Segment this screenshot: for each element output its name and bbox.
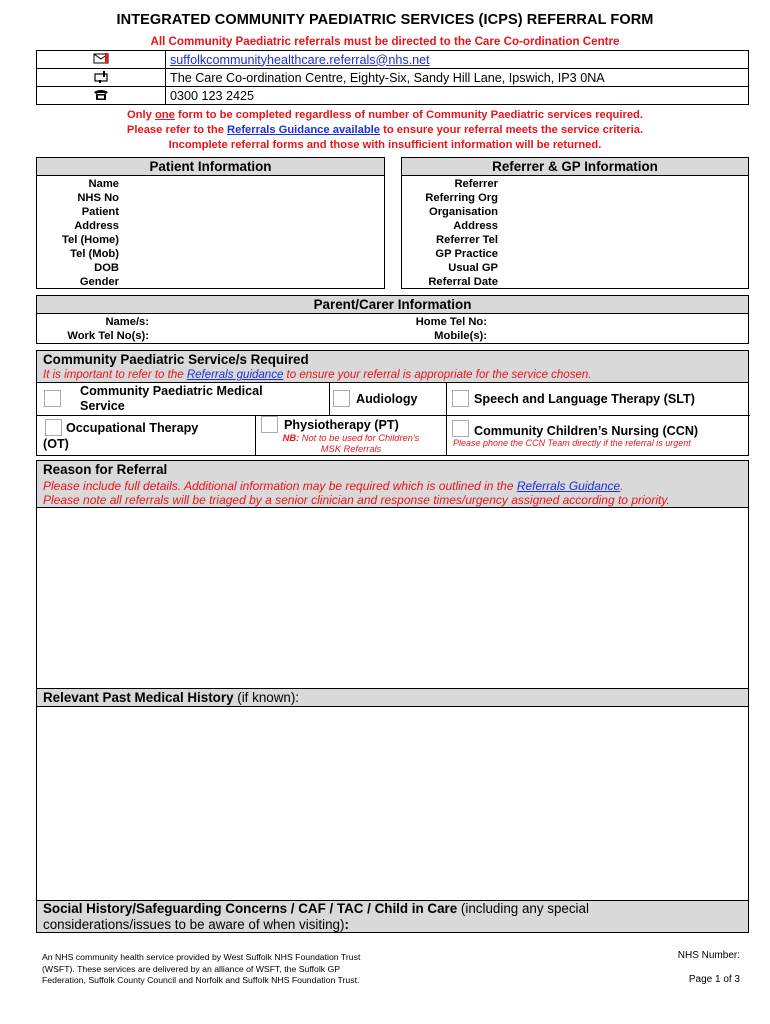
patient-field-label: NHS No: [77, 192, 119, 204]
audiology-checkbox[interactable]: [333, 390, 350, 407]
parent-mobile-label: Mobile(s):: [434, 330, 487, 342]
footer-page-number: Page 1 of 3: [688, 974, 740, 985]
services-row-1: [37, 383, 750, 416]
ccn-note: Please phone the CCN Team directly if the referral is urgent: [453, 438, 691, 448]
reason-note-1: Please include full details. Additional information may be required which is outlined in the Referrals Guidance.: [43, 479, 624, 493]
email-icon: [37, 51, 166, 69]
physio-checkbox[interactable]: [261, 416, 278, 433]
patient-field-label: Name: [88, 178, 119, 190]
referrer-field-label: Referral Date: [428, 276, 498, 288]
reason-guidance-link[interactable]: Referrals Guidance: [516, 479, 621, 493]
slt-label: Speech and Language Therapy (SLT): [474, 392, 695, 406]
referrer-gp-header: Referrer & GP Information: [402, 158, 748, 176]
physio-nb-note: NB: Not to be used for Children's MSK Referrals: [282, 433, 420, 454]
patient-field-label: DOB: [94, 262, 119, 274]
notice-block: [0, 108, 770, 153]
patient-field-label: Patient: [81, 206, 119, 218]
address-text: The Care Co-ordination Centre, Eighty-Six, Sandy Hill Lane, Ipswich, IP3 0NA: [170, 70, 605, 85]
referrer-labels: [402, 177, 498, 289]
medical-service-checkbox[interactable]: [44, 390, 61, 407]
reason-text-area[interactable]: [37, 508, 748, 688]
telephone-icon: [37, 87, 166, 105]
patient-field-label: Gender: [79, 276, 119, 288]
notice-one-emphasis: one: [154, 109, 175, 121]
reason-section: [36, 460, 749, 688]
social-header: Social History/Safeguarding Concerns / CAF / TAC / Child in Care (including any special considerations/issues to be aware of when visiting):: [37, 901, 748, 932]
referrer-gp-section: [401, 157, 749, 289]
reason-header: Reason for Referral: [43, 462, 168, 477]
services-section: [36, 350, 749, 456]
referrer-field-label: GP Practice: [435, 248, 498, 260]
patient-information-section: [36, 157, 385, 289]
reason-header-block: [37, 461, 748, 508]
referrer-field-label: Usual GP: [448, 262, 498, 274]
services-note: It is important to refer to the Referrals guidance to ensure your referral is appropriate for the service chosen.: [43, 369, 592, 381]
form-title: INTEGRATED COMMUNITY PAEDIATRIC SERVICES (ICPS) REFERRAL FORM: [116, 12, 654, 28]
services-header-block: [37, 351, 748, 383]
history-header: Relevant Past Medical History (if known):: [37, 689, 748, 707]
slt-checkbox[interactable]: [452, 390, 469, 407]
physio-label: Physiotherapy (PT): [284, 418, 399, 432]
phone-text: 0300 123 2425: [170, 88, 255, 103]
patient-field-label: Tel (Mob): [70, 248, 119, 260]
notice-line-2: Please refer to the Referrals Guidance available to ensure your referral meets the service criteria.: [126, 124, 644, 136]
footer-nhs-number: NHS Number:: [677, 950, 740, 961]
audiology-label: Audiology: [356, 392, 418, 406]
services-row-2: [37, 416, 750, 455]
contact-table: [36, 50, 749, 105]
parent-names-label: Name/s:: [105, 316, 149, 328]
notice-line-3: Incomplete referral forms and those with insufficient information will be returned.: [168, 139, 602, 151]
footer-text: An NHS community health service provided by West Suffolk NHS Foundation Trust (WSFT). These services are delivered by an alliance of WSFT, the Suffolk GP Federation, Suffolk County Council and Norfolk and Suffolk NHS Foundation Trust.: [42, 952, 361, 985]
mailbox-icon: [37, 69, 166, 87]
parent-carer-section: [36, 295, 749, 344]
patient-information-header: Patient Information: [37, 158, 384, 176]
patient-field-label: Tel (Home): [62, 234, 119, 246]
notice-line-1: Only one form to be completed regardless of number of Community Paediatric services required.: [126, 109, 643, 121]
referrer-field-label: Organisation: [429, 206, 498, 218]
referrer-field-label: Referrer: [454, 178, 498, 190]
referrer-field-label: Referrer Tel: [436, 234, 498, 246]
form-subtitle: All Community Paediatric referrals must be directed to the Care Co-ordination Centre: [150, 35, 620, 48]
parent-carer-header: Parent/Carer Information: [37, 296, 748, 314]
ccn-checkbox[interactable]: [452, 420, 469, 437]
parent-work-tel-label: Work Tel No(s):: [67, 330, 149, 342]
email-link[interactable]: suffolkcommunityhealthcare.referrals@nhs.net: [170, 52, 430, 67]
reason-note-2: Please note all referrals will be triaged by a senior clinician and response times/urgency assigned according to priority.: [43, 493, 670, 507]
referrals-guidance-link[interactable]: Referrals Guidance available: [227, 124, 381, 136]
referrer-field-label: Referring Org: [425, 192, 498, 204]
parent-home-tel-label: Home Tel No:: [415, 316, 487, 328]
ot-label: Occupational Therapy (OT): [43, 421, 199, 451]
history-text-area[interactable]: [37, 707, 748, 900]
patient-labels: [37, 177, 119, 289]
services-guidance-link[interactable]: Referrals guidance: [186, 369, 284, 381]
ccn-label: Community Children’s Nursing (CCN): [474, 424, 699, 438]
history-section: [36, 688, 749, 900]
services-header: Community Paediatric Service/s Required: [43, 352, 309, 367]
patient-field-label: Address: [74, 220, 119, 232]
medical-service-label: Community Paediatric Medical Service: [80, 384, 263, 413]
referrer-field-label: Address: [453, 220, 498, 232]
social-section: [36, 900, 749, 933]
